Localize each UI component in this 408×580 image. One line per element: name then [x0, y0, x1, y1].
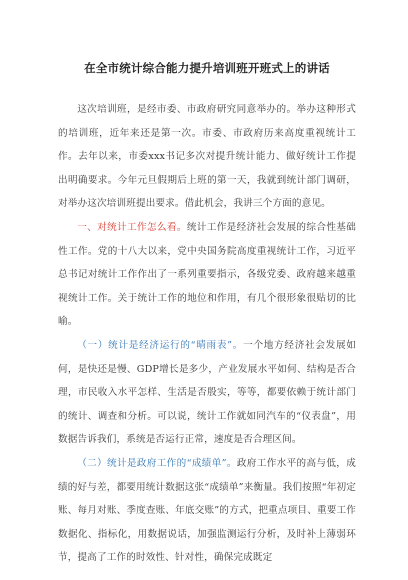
document-title: 在全市统计综合能力提升培训班开班式上的讲话 — [84, 61, 330, 75]
subsection-heading-blue: （二）统计是政府工作的“成绩单”。 — [77, 457, 237, 469]
paragraph-text: 一个地方经济社会发展如何，是快还是慢、GDP增长是多少，产业发展水平如何、结构是否合理，市民收入水平怎样、生活是否殷实，等等，都要依赖于统计部门的统计、调查和分析。可以说，统计工作就如同汽车的“仪表盘”，用数据告诉我们，系统是否运行正常，速度是否合理区间。 — [58, 339, 356, 446]
paragraph-subsection-1 — [58, 334, 356, 452]
paragraph-text: 统计工作是经济社会发展的综合性基础性工作。党的十八大以来，党中央国务院高度重视统计工作，习近平总书记对统计工作作出了一系列重要指示，各级党委、政府越来越重视统计工作。关于统计工作的地位和作用，有几个很形象很贴切的比喻。 — [58, 221, 356, 328]
paragraph-subsection-2 — [58, 452, 356, 570]
paragraph-section-1 — [58, 216, 356, 334]
paragraph-text: 政府工作水平的高与低，成绩的好与差，都要用统计数据这张“成绩单”来衡量。我们按照“年初定账、每月对账、季度查账、年底交账”的方式，把重点项目、重要工作数据化、指标化，用数据说话，加强监测运行分析，及时补上薄弱环节，提高了工作的时效性、针对性，确保完成既定 — [58, 457, 356, 564]
section-heading-red: 一、对统计工作怎么看。 — [77, 221, 187, 233]
paragraph-intro — [58, 98, 356, 216]
paragraph-text: 这次培训班，是经市委、市政府研究同意举办的。举办这种形式的培训班，近年来还是第一次。市委、市政府历来高度重视统计工作。去年以来，市委xxx书记多次对提升统计能力、做好统计工作提出明确要求。今年元旦假期后上班的第一天，我就到统计部门调研，对举办这次培训班提出要求。借此机会，我讲三个方面的意见。 — [58, 104, 356, 210]
subsection-heading-blue: （一）统计是经济运行的“晴雨表”。 — [77, 339, 244, 351]
